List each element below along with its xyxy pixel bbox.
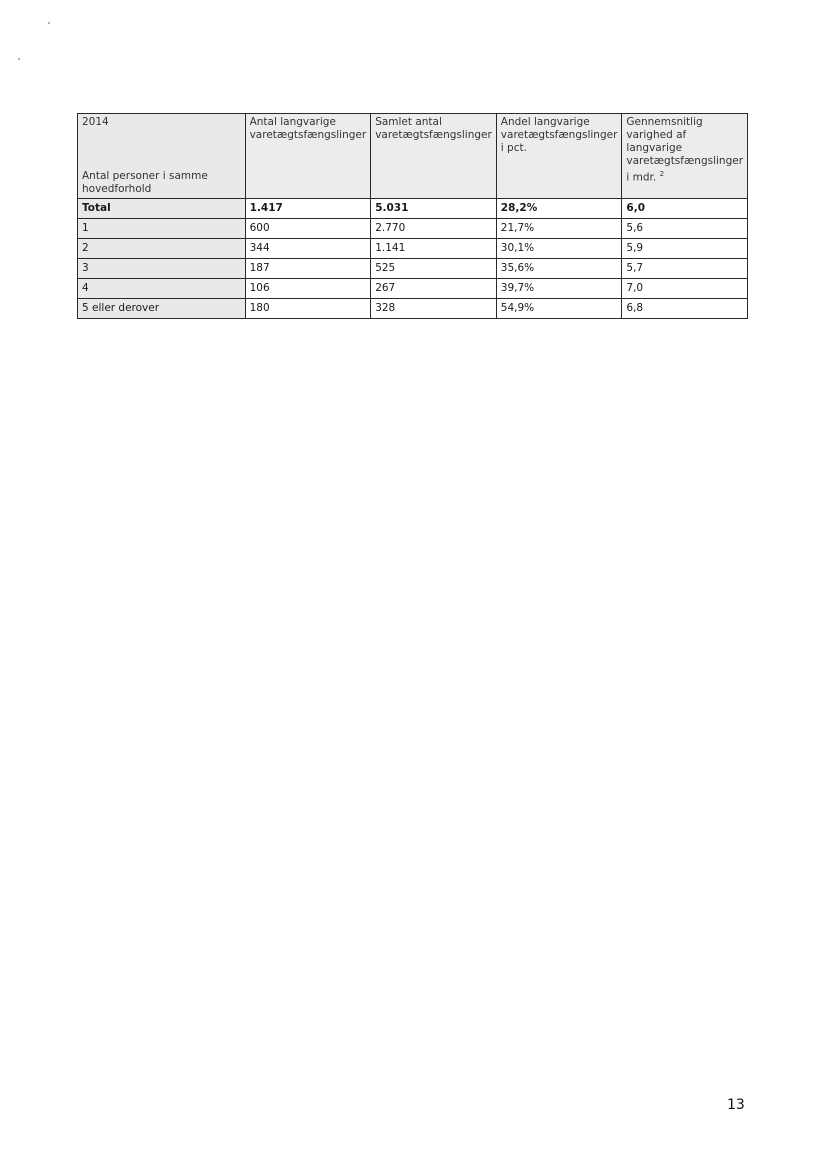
row-label: Total: [78, 199, 246, 219]
cell: 39,7%: [496, 279, 622, 299]
cell: 5,7: [622, 259, 748, 279]
column-header-text: Gennemsnitlig varighed af langvarige varetægtsfængslinger i mdr.: [626, 116, 744, 184]
column-header-with-footnote: [622, 114, 748, 199]
column-header: Samlet antal varetægtsfængslinger: [371, 114, 497, 199]
cell: 28,2%: [496, 199, 622, 219]
statistics-table: [77, 113, 748, 319]
cell: 1.141: [371, 239, 497, 259]
cell: 6,0: [622, 199, 748, 219]
cell: 35,6%: [496, 259, 622, 279]
row-label: 1: [78, 219, 246, 239]
page-number: 13: [727, 1097, 745, 1113]
header-label-cell: [78, 114, 246, 199]
cell: 180: [245, 299, 371, 319]
cell: 344: [245, 239, 371, 259]
column-header: Antal langvarige varetægtsfængslinger: [245, 114, 371, 199]
cell: 187: [245, 259, 371, 279]
row-label: 4: [78, 279, 246, 299]
scan-speck: [18, 58, 20, 60]
table-row: [78, 259, 748, 279]
cell: 525: [371, 259, 497, 279]
scan-speck: [48, 22, 50, 24]
cell: 7,0: [622, 279, 748, 299]
row-label: 2: [78, 239, 246, 259]
table-row-total: [78, 199, 748, 219]
column-header: Andel langvarige varetægtsfængslinger i pct.: [496, 114, 622, 199]
cell: 600: [245, 219, 371, 239]
cell: 5,9: [622, 239, 748, 259]
cell: 328: [371, 299, 497, 319]
cell: 21,7%: [496, 219, 622, 239]
cell: 2.770: [371, 219, 497, 239]
table-row: [78, 219, 748, 239]
row-label: 3: [78, 259, 246, 279]
row-label: 5 eller derover: [78, 299, 246, 319]
cell: 1.417: [245, 199, 371, 219]
table-row: [78, 279, 748, 299]
table-header-row: [78, 114, 748, 199]
cell: 5.031: [371, 199, 497, 219]
footnote-marker: 2: [659, 170, 665, 178]
table-row: [78, 299, 748, 319]
cell: 106: [245, 279, 371, 299]
cell: 30,1%: [496, 239, 622, 259]
year-label: 2014: [82, 116, 109, 128]
cell: 267: [371, 279, 497, 299]
cell: 5,6: [622, 219, 748, 239]
cell: 54,9%: [496, 299, 622, 319]
table-row: [78, 239, 748, 259]
cell: 6,8: [622, 299, 748, 319]
row-label-header: Antal personer i samme hovedforhold: [82, 170, 208, 195]
